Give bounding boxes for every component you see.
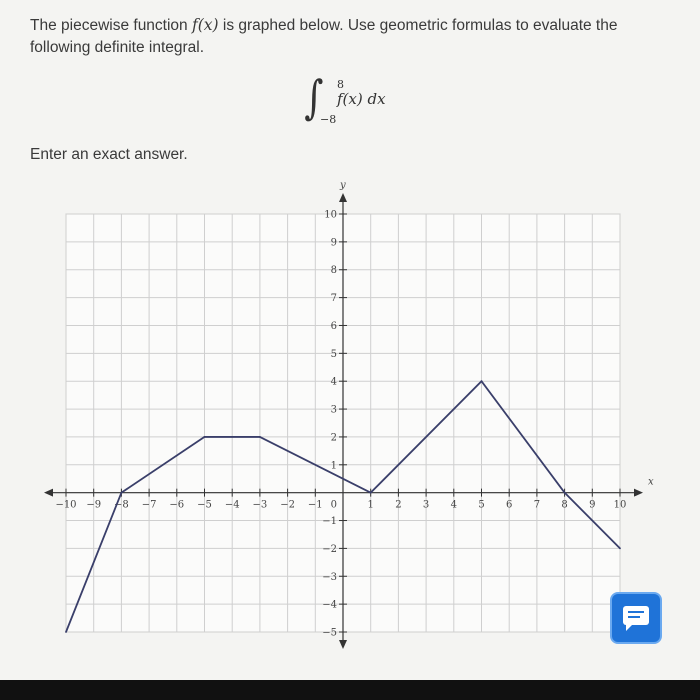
vertex-point: [564, 492, 566, 494]
y-tick-label: 1: [330, 460, 337, 472]
x-tick-label: −10: [55, 499, 77, 511]
x-tick-label: −4: [224, 499, 240, 511]
x-tick-label: 3: [422, 499, 430, 511]
vertex-point: [370, 492, 372, 494]
x-tick-label: −6: [169, 499, 185, 511]
y-tick-label: 7: [330, 293, 337, 305]
integrand: f(x) dx: [337, 90, 386, 108]
x-tick-label: 2: [395, 499, 402, 511]
vertex-point: [619, 548, 621, 550]
x-axis-label: x: [648, 476, 654, 488]
x-tick-label: −3: [252, 499, 268, 511]
problem-intro: The piecewise function: [30, 17, 192, 34]
y-tick-label: −2: [322, 543, 337, 555]
chat-button[interactable]: [610, 592, 662, 644]
x-tick-label: 7: [533, 499, 541, 511]
y-tick-label: 4: [330, 376, 337, 388]
y-tick-label: −4: [322, 599, 337, 611]
screen-bezel: [0, 680, 700, 700]
y-tick-label: −3: [322, 571, 337, 583]
x-tick-label: −1: [307, 499, 323, 511]
y-tick-label: 8: [330, 265, 337, 277]
origin-label: 0: [330, 499, 337, 511]
y-axis-label: y: [340, 180, 346, 191]
y-tick-label: 2: [330, 432, 337, 444]
x-tick-label: −5: [197, 499, 212, 511]
problem-rest: is graphed below. Use geometric formulas to evaluate the following definite integral.: [30, 17, 618, 56]
x-tick-label: 1: [367, 499, 374, 511]
x-tick-label: −7: [141, 499, 157, 511]
y-axis-up-arrow: [339, 193, 347, 202]
x-tick-label: 8: [561, 499, 568, 511]
x-tick-label: −9: [86, 499, 102, 511]
x-tick-label: −2: [280, 499, 295, 511]
y-tick-label: −1: [322, 516, 337, 528]
y-axis-down-arrow: [339, 640, 347, 649]
vertex-point: [481, 380, 483, 382]
x-tick-label: 4: [450, 499, 457, 511]
y-tick-label: −5: [322, 627, 337, 639]
x-tick-label: 5: [478, 499, 485, 511]
vertex-point: [121, 492, 123, 494]
y-tick-label: 5: [330, 348, 337, 360]
y-tick-label: 10: [324, 209, 337, 221]
chat-bubble-icon: [623, 606, 649, 625]
answer-prompt: Enter an exact answer.: [30, 146, 188, 163]
vertex-point: [65, 631, 67, 633]
vertex-point: [259, 436, 261, 438]
x-tick-label: 10: [613, 499, 627, 511]
x-axis-left-arrow: [44, 489, 53, 497]
x-tick-label: −8: [114, 499, 129, 511]
y-tick-label: 3: [330, 404, 337, 416]
vertex-point: [204, 436, 206, 438]
x-tick-label: 9: [589, 499, 596, 511]
integral-sign: ∫: [304, 70, 324, 124]
function-name: f(x): [191, 16, 219, 34]
x-tick-label: 6: [506, 499, 513, 511]
lower-limit: −8: [320, 113, 337, 126]
y-tick-label: 6: [330, 320, 337, 332]
y-tick-label: 9: [330, 237, 337, 249]
x-axis-right-arrow: [634, 489, 643, 497]
upper-limit: 8: [337, 78, 344, 91]
